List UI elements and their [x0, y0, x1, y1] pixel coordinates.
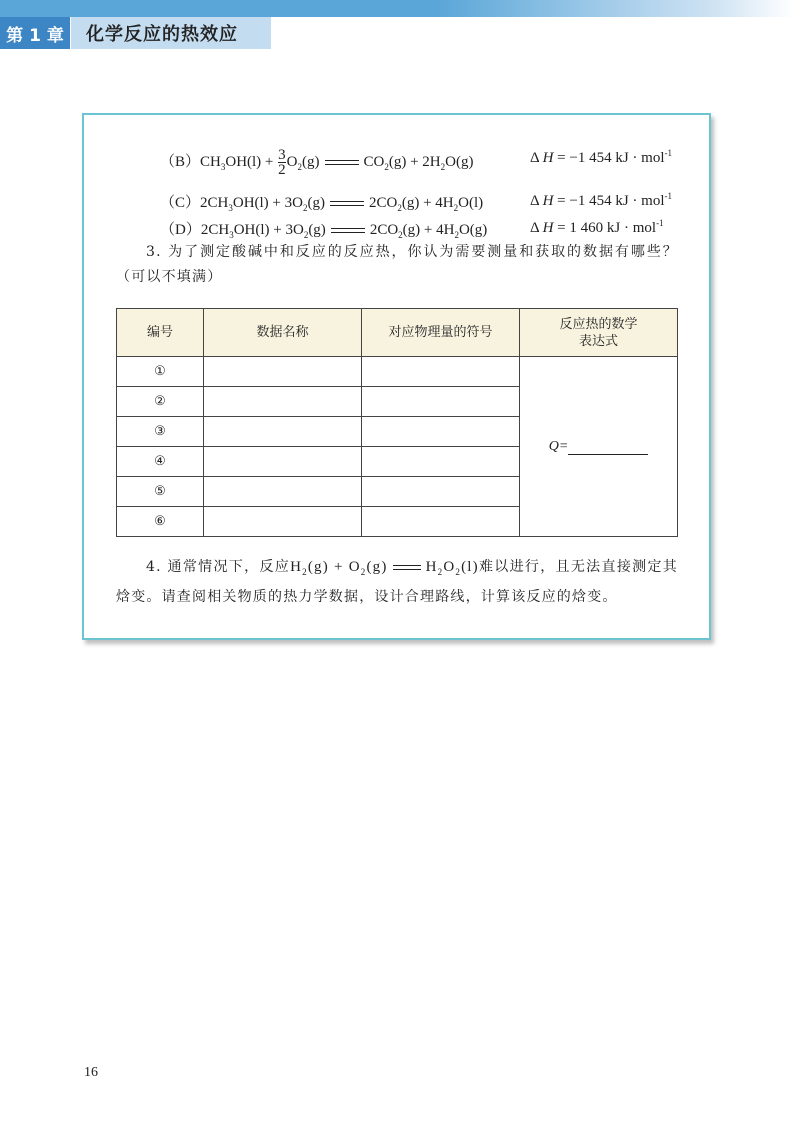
chapter-title: 化学反应的热效应: [71, 17, 271, 49]
fraction: $\frac{3}{2}$: [278, 147, 286, 178]
symbol-cell[interactable]: [362, 357, 520, 387]
row-number: ⑥: [117, 507, 204, 537]
question-3: 3. 为了测定酸碱中和反应的反应热，你认为需要测量和获取的数据有哪些？（可以不填满）: [116, 244, 678, 285]
option-d: $(D)2CH_3OH(l) + 3O_2(g) 2CO_2(g) + 4H_2O(g)$ Δ H = 1 460 kJ · mol$^{-1}$: [160, 218, 664, 240]
header-expression: 反应热的数学表达式: [520, 309, 678, 357]
header-number: 编号: [117, 309, 204, 357]
answer-blank[interactable]: [568, 454, 648, 455]
row-number: ④: [117, 447, 204, 477]
option-c: $(C)2CH_3OH(l) + 3O_2(g) 2CO_2(g) + 4H_2O(l)$ Δ H = −1 454 kJ · mol$^{-1}$: [160, 191, 673, 213]
symbol-cell[interactable]: [362, 417, 520, 447]
symbol-cell[interactable]: [362, 387, 520, 417]
header-symbol: 对应物理量的符号: [362, 309, 520, 357]
row-number: ③: [117, 417, 204, 447]
data-name-cell[interactable]: [204, 417, 362, 447]
data-name-cell[interactable]: [204, 387, 362, 417]
question-4: 4. 通常情况下，反应$H_2(g) + O_2(g)$ $H_2O_2(l)$难以进行，且无法直接测定其焓变。请查阅相关物质的热力学数据，设计合理路线，计算该反应的焓变。: [116, 559, 678, 605]
row-number: ②: [117, 387, 204, 417]
top-banner: [0, 0, 794, 17]
symbol-cell[interactable]: [362, 477, 520, 507]
expression-cell[interactable]: Q=: [520, 357, 678, 537]
row-number: ①: [117, 357, 204, 387]
data-name-cell[interactable]: [204, 507, 362, 537]
symbol-cell[interactable]: [362, 447, 520, 477]
data-name-cell[interactable]: [204, 477, 362, 507]
symbol-cell[interactable]: [362, 507, 520, 537]
data-name-cell[interactable]: [204, 357, 362, 387]
chapter-label: 第 1 章: [0, 17, 70, 49]
data-name-cell[interactable]: [204, 447, 362, 477]
option-b: $(B)CH_3OH(l)$ + $\frac{3}{2}$ $O_2(g) CO_2(g) + 2H_2O(g)$ Δ H = −1 454 kJ · mol$^{-1}$: [160, 147, 673, 178]
page-number: 16: [84, 1065, 98, 1080]
header-data-name: 数据名称: [204, 309, 362, 357]
row-number: ⑤: [117, 477, 204, 507]
data-table: [116, 308, 678, 537]
